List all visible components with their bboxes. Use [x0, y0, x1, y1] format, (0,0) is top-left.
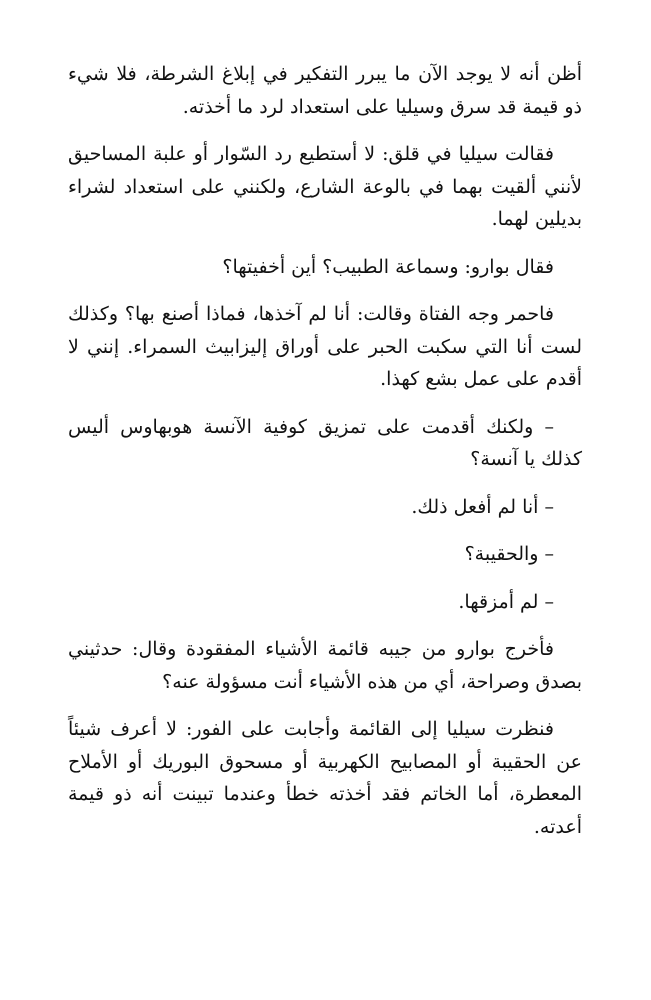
paragraph-2: فقالت سيليا في قلق: لا أستطيع رد السّوار أو علبة المساحيق لأنني ألقيت بهما في بالوعة الشارع، ولكنني على استعداد لشراء بديلين لهما. — [68, 143, 582, 230]
dialogue-line-4: – لم أمزقها. — [458, 590, 554, 613]
paragraph-1: أظن أنه لا يوجد الآن ما يبرر التفكير في إبلاغ الشرطة، فلا شيء ذو قيمة قد سرق وسيليا على استعداد لرد ما أخذته. — [68, 63, 582, 118]
paragraph-5: فأخرج بوارو من جيبه قائمة الأشياء المفقودة وقال: حدثيني بصدق وصراحة، أي من هذه الأشياء أنت مسؤولة عنه؟ — [68, 638, 582, 693]
dialogue-line-2: – أنا لم أفعل ذلك. — [411, 495, 554, 518]
dialogue-line-1: – ولكنك أقدمت على تمزيق كوفية الآنسة هوبهاوس أليس كذلك يا آنسة؟ — [68, 415, 582, 470]
paragraph-4: فاحمر وجه الفتاة وقالت: أنا لم آخذها، فماذا أصنع بها؟ وكذلك لست أنا التي سكبت الحبر على أوراق إليزابيث السمراء. إنني لا أقدم على عمل بشع كهذا. — [68, 303, 582, 390]
dialogue-line-3: – والحقيبة؟ — [464, 543, 554, 565]
paragraph-6: فنظرت سيليا إلى القائمة وأجابت على الفور: لا أعرف شيئاً عن الحقيبة أو المصابيح الكهربية أو مسحوق البوريك أو الأملاح المعطرة، أما الخاتم فقد أخذته خطأ وعندما تبينت أنه ذو قيمة أعدته. — [68, 718, 582, 838]
book-page-text — [68, 58, 582, 858]
paragraph-3: فقال بوارو: وسماعة الطبيب؟ أين أخفيتها؟ — [222, 255, 554, 278]
